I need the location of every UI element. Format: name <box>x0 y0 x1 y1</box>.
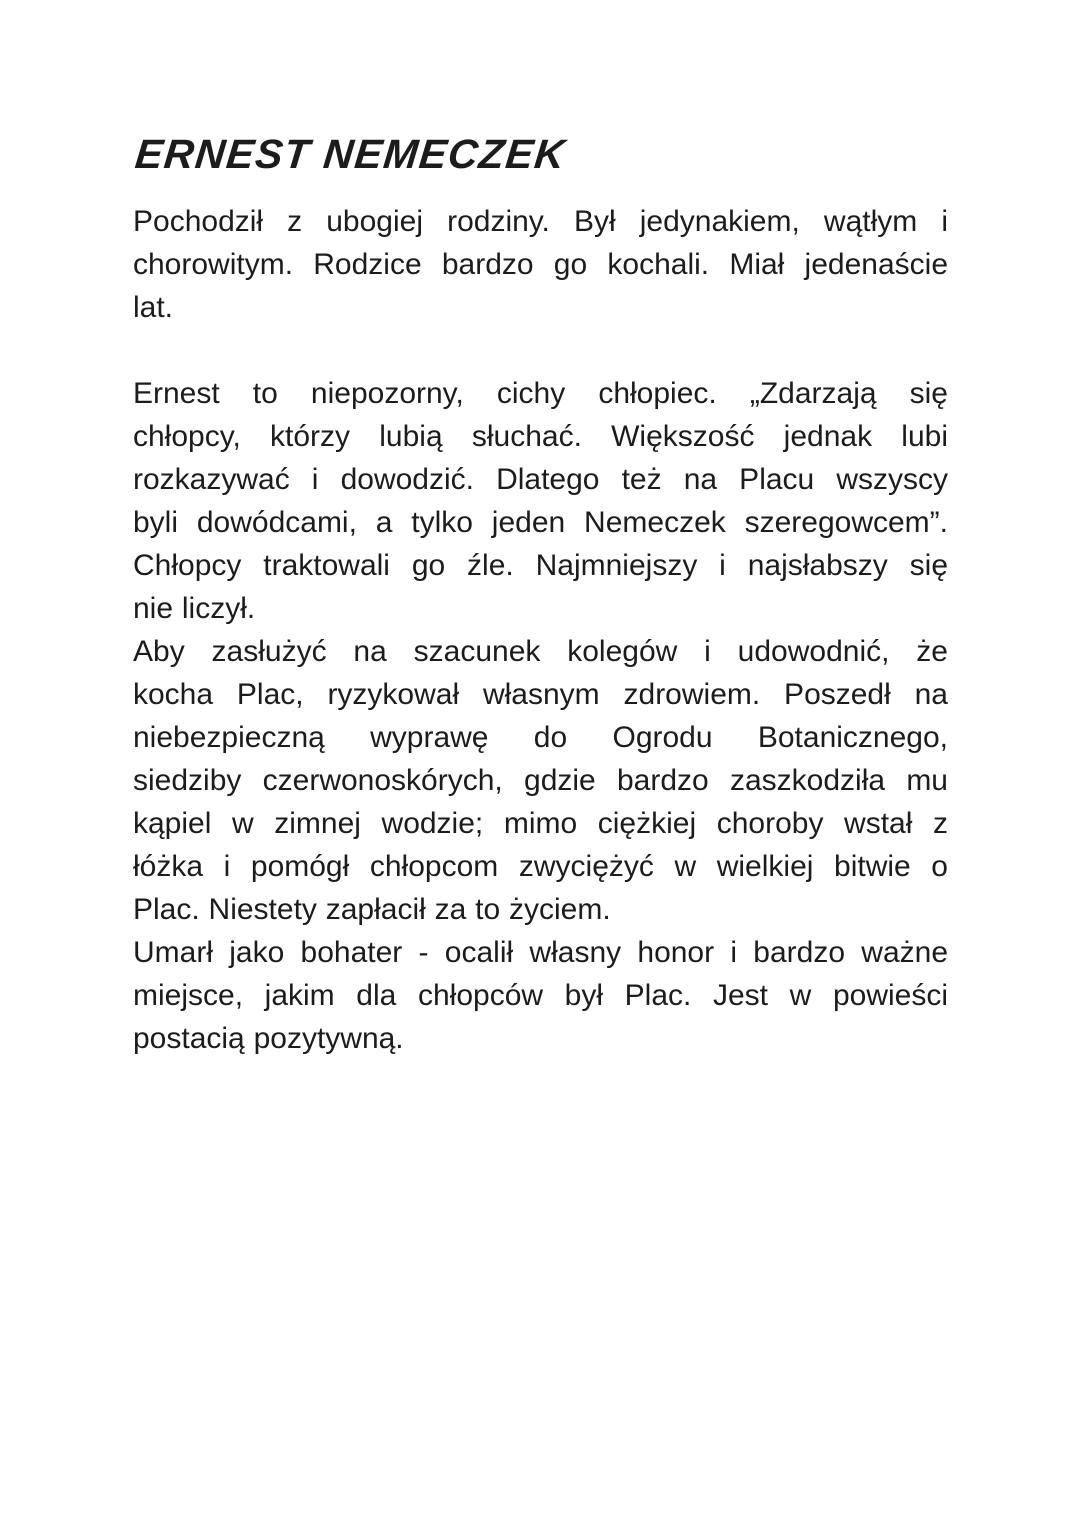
text-line: kąpiel w zimnej wodzie; mimo ciężkiej choroby wstał z <box>133 807 948 840</box>
text-line: miejsce, jakim dla chłopców był Plac. Jest w powieści <box>133 979 948 1012</box>
text-line: Aby zasłużyć na szacunek kolegów i udowodnić, że <box>133 635 948 668</box>
text-line: kocha Plac, ryzykował własnym zdrowiem. Poszedł na <box>133 678 948 711</box>
text-line: rozkazywać i dowodzić. Dlatego też na Placu wszyscy <box>133 463 948 496</box>
text-line: Chłopcy traktowali go źle. Najmniejszy i najsłabszy się <box>133 549 948 582</box>
body-text <box>133 200 948 1060</box>
paragraph <box>133 931 948 1060</box>
paragraph <box>133 630 948 931</box>
text-line: łóżka i pomógł chłopcom zwyciężyć w wielkiej bitwie o <box>133 850 948 883</box>
page-title: ERNEST NEMECZEK <box>133 131 569 177</box>
text-line: Pochodził z ubogiej rodziny. Był jedynakiem, wątłym i <box>133 205 948 238</box>
text-line: nie liczył. <box>133 592 256 625</box>
text-line: chłopcy, którzy lubią słuchać. Większość jednak lubi <box>133 420 948 453</box>
text-line: siedziby czerwonoskórych, gdzie bardzo zaszkodziła mu <box>133 764 948 797</box>
text-line: chorowitym. Rodzice bardzo go kochali. Miał jedenaście <box>133 248 948 281</box>
text-line: Ernest to niepozorny, cichy chłopiec. „Zdarzają się <box>133 377 948 410</box>
paragraph <box>133 200 948 329</box>
text-line: niebezpieczną wyprawę do Ogrodu Botanicznego, <box>133 721 948 754</box>
text-line: postacią pozytywną. <box>133 1022 404 1055</box>
text-line: Plac. Niestety zapłacił za to życiem. <box>133 893 611 926</box>
text-line: Umarł jako bohater - ocalił własny honor i bardzo ważne <box>133 936 948 969</box>
paragraph <box>133 372 948 630</box>
text-line: byli dowódcami, a tylko jeden Nemeczek szeregowcem”. <box>133 506 948 539</box>
text-line: lat. <box>133 291 174 324</box>
